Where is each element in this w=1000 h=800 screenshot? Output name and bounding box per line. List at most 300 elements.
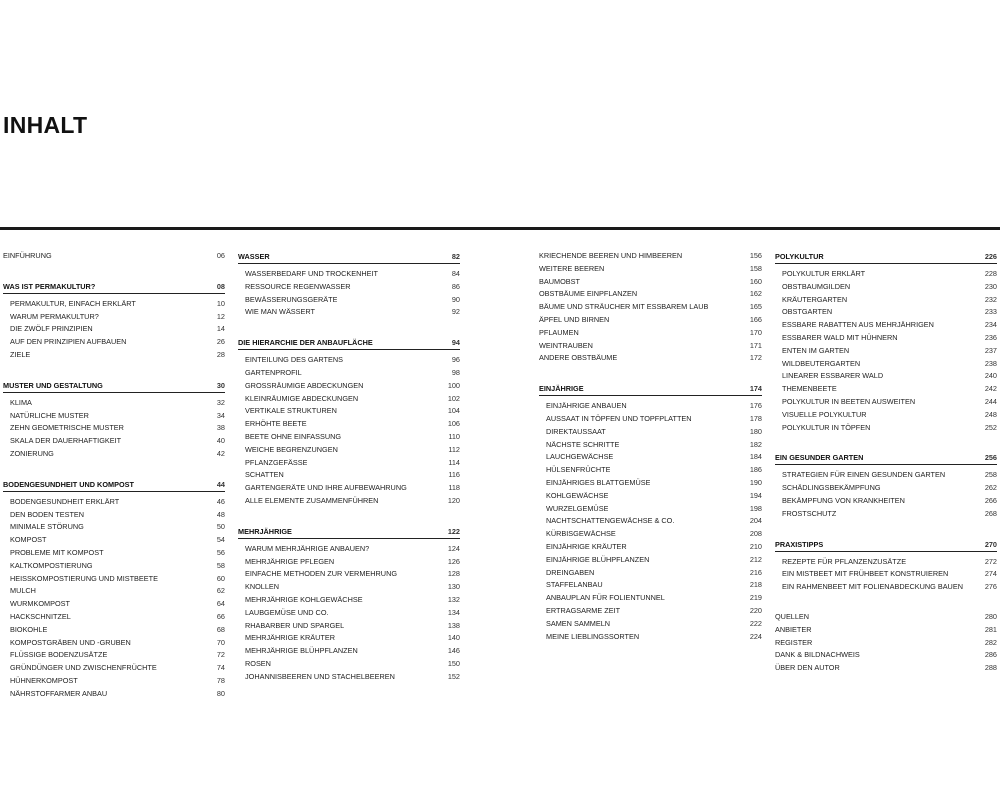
toc-entry[interactable] [238, 294, 460, 307]
toc-entry[interactable] [539, 515, 762, 528]
entry-title: PFLANZGEFÄSSE [245, 457, 308, 467]
entry-title: MINIMALE STÖRUNG [10, 522, 84, 532]
entry-page-number: 233 [984, 307, 997, 317]
entry-title: WIE MAN WÄSSERT [245, 307, 316, 317]
toc-entry[interactable] [3, 496, 225, 509]
toc-entry[interactable] [238, 482, 460, 495]
toc-entry[interactable] [775, 332, 997, 345]
toc-entry[interactable] [3, 323, 225, 336]
toc-entry[interactable] [775, 306, 997, 319]
toc-entry[interactable] [3, 509, 225, 522]
entry-page-number: 218 [749, 580, 762, 590]
toc-entry[interactable] [238, 556, 460, 569]
entry-title: SAMEN SAMMELN [546, 618, 611, 628]
entry-page-number: 62 [216, 586, 225, 596]
toc-entry[interactable] [539, 314, 762, 327]
toc-entry[interactable] [539, 503, 762, 516]
entry-title: BEKÄMPFUNG VON KRANKHEITEN [782, 495, 905, 505]
toc-entry[interactable] [775, 383, 997, 396]
entry-title: DIREKTAUSSAAT [546, 426, 606, 436]
toc-entry[interactable] [3, 410, 225, 423]
entry-page-number: 178 [749, 413, 762, 423]
toc-entry[interactable] [3, 534, 225, 547]
entry-title: LAUCHGEWÄCHSE [546, 452, 614, 462]
toc-chapter-heading[interactable] [238, 250, 460, 264]
toc-entry[interactable] [3, 585, 225, 598]
entry-title: MEINE LIEBLINGSSORTEN [546, 631, 640, 641]
entry-title: EINFÜHRUNG [3, 251, 52, 260]
toc-entry[interactable] [539, 631, 762, 644]
entry-page-number: 150 [447, 658, 460, 668]
entry-page-number: 240 [984, 371, 997, 381]
entry-title: ZEHN GEOMETRISCHE MUSTER [10, 423, 124, 433]
chapter-page-number: 270 [984, 539, 997, 549]
entry-page-number: 156 [749, 251, 762, 260]
entry-page-number: 132 [447, 594, 460, 604]
entry-title: VERTIKALE STRUKTUREN [245, 406, 337, 416]
entry-title: DEN BODEN TESTEN [10, 509, 85, 519]
entry-title: WEITERE BEEREN [539, 263, 605, 273]
entry-title: ZONIERUNG [10, 448, 54, 458]
entry-page-number: 176 [749, 401, 762, 411]
toc-entry[interactable] [775, 469, 997, 482]
toc-entry[interactable] [539, 528, 762, 541]
entry-title: EIN RAHMENBEET MIT FOLIENABDECKUNG BAUEN [782, 582, 963, 592]
entry-title: FROSTSCHUTZ [782, 508, 837, 518]
entry-title: GRÜNDÜNGER UND ZWISCHENFRÜCHTE [10, 663, 157, 673]
entry-page-number: 160 [749, 276, 762, 286]
entry-page-number: 288 [984, 663, 997, 673]
toc-entry[interactable] [238, 306, 460, 319]
toc-entry[interactable] [539, 451, 762, 464]
chapter-title: MUSTER UND GESTALTUNG [3, 380, 103, 390]
toc-entry[interactable] [539, 263, 762, 276]
toc-entry[interactable] [238, 543, 460, 556]
entry-page-number: 90 [451, 294, 460, 304]
entry-title: DREINGABEN [546, 567, 595, 577]
toc-entry[interactable] [539, 439, 762, 452]
chapter-page-number: 82 [451, 252, 460, 261]
toc-entry[interactable] [775, 358, 997, 371]
chapter-title: BODENGESUNDHEIT UND KOMPOST [3, 479, 134, 489]
entry-page-number: 220 [749, 605, 762, 615]
entry-page-number: 146 [447, 646, 460, 656]
toc-entry[interactable] [775, 409, 997, 422]
toc-chapter-heading[interactable] [238, 336, 460, 350]
entry-title: WEINTRAUBEN [539, 340, 593, 350]
chapter-page-number: 94 [451, 338, 460, 348]
entry-page-number: 186 [749, 465, 762, 475]
entry-title: AUF DEN PRINZIPIEN AUFBAUEN [10, 337, 127, 347]
entry-page-number: 46 [216, 496, 225, 506]
toc-entry[interactable] [775, 624, 997, 637]
toc-entry[interactable] [3, 611, 225, 624]
entry-page-number: 244 [984, 396, 997, 406]
entry-title: KRÄUTERGARTEN [782, 294, 848, 304]
toc-entry[interactable] [775, 637, 997, 650]
entry-page-number: 194 [749, 490, 762, 500]
entry-page-number: 120 [447, 495, 460, 505]
toc-section [238, 336, 460, 508]
toc-entry[interactable] [539, 464, 762, 477]
toc-entry[interactable] [238, 632, 460, 645]
entry-title: BIOKOHLE [10, 624, 48, 634]
toc-entry[interactable] [539, 400, 762, 413]
entry-page-number: 78 [216, 675, 225, 685]
chapter-title: PRAXISTIPPS [775, 539, 824, 549]
entry-title: OBSTBÄUME EINPFLANZEN [539, 289, 638, 299]
toc-entry[interactable] [775, 281, 997, 294]
toc-entry[interactable] [238, 354, 460, 367]
toc-section [3, 280, 225, 362]
entry-page-number: 234 [984, 320, 997, 330]
toc-entry[interactable] [539, 592, 762, 605]
toc-section [3, 250, 225, 263]
toc-entry[interactable] [775, 649, 997, 662]
entry-title: NATÜRLICHE MUSTER [10, 410, 89, 420]
entry-title: REGISTER [775, 637, 813, 647]
toc-entry[interactable] [3, 598, 225, 611]
entry-title: OBSTGARTEN [782, 307, 833, 317]
entry-page-number: 252 [984, 422, 997, 432]
toc-entry[interactable] [3, 649, 225, 662]
toc-column-4 [775, 250, 997, 692]
toc-entry[interactable] [3, 397, 225, 410]
entry-page-number: 237 [984, 345, 997, 355]
toc-column-1 [3, 250, 225, 718]
toc-chapter-heading[interactable] [775, 538, 997, 552]
entry-page-number: 172 [749, 353, 762, 363]
entry-page-number: 84 [451, 269, 460, 278]
toc-entry[interactable] [3, 547, 225, 560]
toc-entry[interactable] [539, 579, 762, 592]
toc-chapter-heading[interactable] [775, 250, 997, 264]
toc-chapter-heading[interactable] [3, 379, 225, 393]
toc-chapter-heading[interactable] [775, 451, 997, 465]
toc-entry[interactable] [3, 675, 225, 688]
entry-page-number: 198 [749, 503, 762, 513]
toc-column-3 [539, 250, 762, 660]
toc-section [3, 379, 225, 461]
toc-entry[interactable] [238, 594, 460, 607]
entry-title: KALTKOMPOSTIERUNG [10, 560, 93, 570]
chapter-title: WASSER [238, 252, 270, 261]
entry-page-number: 68 [216, 624, 225, 634]
entry-page-number: 248 [984, 409, 997, 419]
toc-entry[interactable] [3, 250, 225, 263]
toc-entry[interactable] [775, 495, 997, 508]
entry-page-number: 130 [447, 582, 460, 592]
entry-title: BÄUME UND STRÄUCHER MIT ESSBAREM LAUB [539, 302, 709, 312]
toc-entry[interactable] [775, 508, 997, 521]
entry-title: ESSBARER WALD MIT HÜHNERN [782, 332, 898, 342]
entry-title: NÄCHSTE SCHRITTE [546, 439, 620, 449]
entry-page-number: 98 [451, 367, 460, 377]
entry-title: OBSTBAUMGILDEN [782, 281, 851, 291]
toc-entry[interactable] [539, 490, 762, 503]
entry-title: KLEINRÄUMIGE ABDECKUNGEN [245, 393, 359, 403]
entry-page-number: 204 [749, 516, 762, 526]
entry-page-number: 134 [447, 607, 460, 617]
toc-entry[interactable] [238, 568, 460, 581]
entry-page-number: 228 [984, 269, 997, 278]
entry-page-number: 166 [749, 314, 762, 324]
entry-title: POLYKULTUR IN BEETEN AUSWEITEN [782, 396, 916, 406]
entry-title: NÄHRSTOFFARMER ANBAU [10, 688, 108, 698]
toc-entry[interactable] [3, 637, 225, 650]
entry-page-number: 262 [984, 483, 997, 493]
toc-entry[interactable] [3, 349, 225, 362]
entry-page-number: 06 [216, 251, 225, 260]
entry-title: ANDERE OBSTBÄUME [539, 353, 618, 363]
entry-page-number: 212 [749, 554, 762, 564]
entry-title: PROBLEME MIT KOMPOST [10, 547, 104, 557]
entry-title: ANBAUPLAN FÜR FOLIENTUNNEL [546, 593, 665, 603]
entry-page-number: 80 [216, 688, 225, 698]
entry-title: WEICHE BEGRENZUNGEN [245, 444, 338, 454]
toc-entry[interactable] [238, 620, 460, 633]
entry-title: SCHÄDLINGSBEKÄMPFUNG [782, 483, 881, 493]
toc-entry[interactable] [539, 288, 762, 301]
entry-page-number: 34 [216, 410, 225, 420]
toc-entry[interactable] [775, 396, 997, 409]
entry-page-number: 165 [749, 302, 762, 312]
entry-page-number: 266 [984, 495, 997, 505]
toc-entry[interactable] [775, 568, 997, 581]
entry-page-number: 70 [216, 637, 225, 647]
chapter-title: EIN GESUNDER GARTEN [775, 453, 864, 463]
entry-title: HÜHNERKOMPOST [10, 675, 78, 685]
entry-title: AUSSAAT IN TÖPFEN UND TOPFPLATTEN [546, 413, 692, 423]
toc-entry[interactable] [775, 370, 997, 383]
entry-title: VISUELLE POLYKULTUR [782, 409, 867, 419]
toc-entry[interactable] [3, 521, 225, 534]
toc-entry[interactable] [539, 541, 762, 554]
entry-title: EINFACHE METHODEN ZUR VERMEHRUNG [245, 569, 398, 579]
entry-title: SCHATTEN [245, 470, 284, 480]
toc-entry[interactable] [3, 435, 225, 448]
chapter-title: POLYKULTUR [775, 252, 824, 261]
entry-page-number: 106 [447, 419, 460, 429]
entry-page-number: 268 [984, 508, 997, 518]
entry-page-number: 280 [984, 611, 997, 621]
toc-entry[interactable] [238, 457, 460, 470]
entry-page-number: 14 [216, 324, 225, 334]
toc-entry[interactable] [539, 301, 762, 314]
toc-entry[interactable] [539, 426, 762, 439]
entry-page-number: 32 [216, 397, 225, 407]
toc-entry[interactable] [539, 250, 762, 263]
toc-entry[interactable] [775, 422, 997, 435]
entry-title: POLYKULTUR IN TÖPFEN [782, 422, 871, 432]
entry-page-number: 219 [749, 593, 762, 603]
entry-title: JOHANNISBEEREN UND STACHELBEEREN [245, 671, 395, 681]
toc-entry[interactable] [238, 645, 460, 658]
toc-entry[interactable] [3, 560, 225, 573]
toc-entry[interactable] [539, 605, 762, 618]
entry-title: ENTEN IM GARTEN [782, 345, 850, 355]
entry-title: HACKSCHNITZEL [10, 611, 71, 621]
toc-entry[interactable] [775, 268, 997, 281]
entry-title: KLIMA [10, 397, 32, 407]
entry-page-number: 124 [447, 543, 460, 553]
toc-entry[interactable] [238, 380, 460, 393]
entry-title: GARTENGERÄTE UND IHRE AUFBEWAHRUNG [245, 483, 407, 493]
entry-page-number: 118 [448, 483, 460, 493]
toc-section [3, 478, 225, 701]
toc-entry[interactable] [238, 658, 460, 671]
entry-page-number: 66 [216, 611, 225, 621]
toc-column-2 [238, 250, 460, 701]
entry-title: ANBIETER [775, 624, 812, 634]
entry-title: GARTENPROFIL [245, 367, 302, 377]
entry-page-number: 158 [749, 263, 762, 273]
entry-title: KOMPOST [10, 535, 47, 545]
toc-section [238, 525, 460, 684]
toc-entry[interactable] [539, 554, 762, 567]
toc-entry[interactable] [3, 448, 225, 461]
entry-title: STAFFELANBAU [546, 580, 603, 590]
toc-entry[interactable] [3, 336, 225, 349]
entry-page-number: 38 [216, 423, 225, 433]
toc-entry[interactable] [3, 662, 225, 675]
entry-page-number: 272 [984, 556, 997, 566]
toc-entry[interactable] [539, 477, 762, 490]
toc-chapter-heading[interactable] [238, 525, 460, 539]
toc-entry[interactable] [238, 268, 460, 281]
toc-entry[interactable] [238, 405, 460, 418]
toc-entry[interactable] [539, 413, 762, 426]
entry-title: WURMKOMPOST [10, 599, 70, 609]
entry-page-number: 58 [216, 560, 225, 570]
entry-title: KÜRBISGEWÄCHSE [546, 529, 616, 539]
entry-page-number: 114 [448, 457, 460, 467]
entry-title: MEHRJÄHRIGE KOHLGEWÄCHSE [245, 594, 363, 604]
toc-entry[interactable] [238, 671, 460, 684]
toc-entry[interactable] [238, 367, 460, 380]
entry-page-number: 26 [216, 337, 225, 347]
toc-entry[interactable] [3, 624, 225, 637]
toc-entry[interactable] [238, 431, 460, 444]
toc-entry[interactable] [238, 444, 460, 457]
entry-title: ZIELE [10, 349, 31, 359]
toc-section [775, 538, 997, 594]
toc-entry[interactable] [238, 469, 460, 482]
entry-title: EINTEILUNG DES GARTENS [245, 355, 343, 365]
entry-page-number: 216 [749, 567, 762, 577]
toc-chapter-heading[interactable] [3, 478, 225, 492]
entry-title: ERTRAGSARME ZEIT [546, 605, 621, 615]
entry-page-number: 281 [984, 624, 997, 634]
entry-page-number: 210 [749, 541, 762, 551]
toc-entry[interactable] [775, 611, 997, 624]
chapter-title: EINJÄHRIGE [539, 384, 584, 394]
toc-chapter-heading[interactable] [539, 382, 762, 396]
chapter-page-number: 30 [216, 380, 225, 390]
toc-section [238, 250, 460, 319]
entry-title: PFLAUMEN [539, 327, 579, 337]
toc-entry[interactable] [238, 581, 460, 594]
chapter-page-number: 122 [447, 526, 460, 536]
toc-entry[interactable] [3, 422, 225, 435]
entry-title: ALLE ELEMENTE ZUSAMMENFÜHREN [245, 495, 379, 505]
entry-page-number: 28 [216, 349, 225, 359]
entry-page-number: 138 [447, 620, 460, 630]
entry-title: GROSSRÄUMIGE ABDECKUNGEN [245, 380, 364, 390]
entry-title: NACHTSCHATTENGEWÄCHSE & CO. [546, 516, 675, 526]
toc-entry[interactable] [3, 688, 225, 701]
toc-entry[interactable] [238, 281, 460, 294]
entry-page-number: 74 [216, 663, 225, 673]
entry-page-number: 230 [984, 281, 997, 291]
entry-title: ÜBER DEN AUTOR [775, 663, 840, 673]
toc-entry[interactable] [3, 298, 225, 311]
entry-page-number: 232 [984, 294, 997, 304]
entry-title: WURZELGEMÜSE [546, 503, 609, 513]
entry-page-number: 42 [216, 448, 225, 458]
entry-title: ÄPFEL UND BIRNEN [539, 314, 610, 324]
entry-page-number: 96 [451, 355, 460, 365]
entry-page-number: 180 [749, 426, 762, 436]
entry-title: EINJÄHRIGE KRÄUTER [546, 541, 627, 551]
entry-title: KOHLGEWÄCHSE [546, 490, 609, 500]
entry-page-number: 110 [448, 431, 460, 441]
chapter-title: DIE HIERARCHIE DER ANBAUFLÄCHE [238, 338, 373, 348]
toc-section [539, 250, 762, 365]
toc-entry[interactable] [3, 311, 225, 324]
chapter-page-number: 226 [984, 252, 997, 261]
chapter-page-number: 44 [216, 479, 225, 489]
entry-title: LAUBGEMÜSE UND CO. [245, 607, 329, 617]
toc-chapter-heading[interactable] [3, 280, 225, 294]
entry-page-number: 48 [216, 509, 225, 519]
toc-entry[interactable] [775, 319, 997, 332]
toc-entry[interactable] [238, 607, 460, 620]
toc-entry[interactable] [775, 662, 997, 675]
entry-page-number: 50 [216, 522, 225, 532]
entry-page-number: 40 [216, 436, 225, 446]
toc-entry[interactable] [539, 327, 762, 340]
entry-page-number: 222 [749, 618, 762, 628]
entry-title: BEWÄSSERUNGSGERÄTE [245, 294, 338, 304]
toc-entry[interactable] [238, 418, 460, 431]
entry-title: MEHRJÄHRIGE PFLEGEN [245, 556, 335, 566]
entry-title: EIN MISTBEET MIT FRÜHBEET KONSTRUIEREN [782, 569, 949, 579]
entry-title: EINJÄHRIGES BLATTGEMÜSE [546, 477, 651, 487]
toc-section [775, 611, 997, 675]
toc-entry[interactable] [775, 482, 997, 495]
entry-title: POLYKULTUR ERKLÄRT [782, 269, 866, 278]
toc-entry[interactable] [3, 573, 225, 586]
toc-entry[interactable] [539, 276, 762, 289]
toc-entry[interactable] [539, 618, 762, 631]
toc-entry[interactable] [539, 567, 762, 580]
entry-title: MULCH [10, 586, 36, 596]
chapter-title: WAS IST PERMAKULTUR? [3, 281, 96, 291]
toc-entry[interactable] [775, 345, 997, 358]
entry-page-number: 116 [448, 470, 460, 480]
toc-entry[interactable] [775, 556, 997, 569]
chapter-page-number: 256 [984, 453, 997, 463]
toc-entry[interactable] [238, 495, 460, 508]
toc-section [775, 451, 997, 520]
toc-entry[interactable] [775, 581, 997, 594]
toc-entry[interactable] [238, 393, 460, 406]
entry-title: EINJÄHRIGE ANBAUEN [546, 401, 627, 411]
toc-entry[interactable] [539, 340, 762, 353]
toc-entry[interactable] [539, 352, 762, 365]
toc-entry[interactable] [775, 294, 997, 307]
